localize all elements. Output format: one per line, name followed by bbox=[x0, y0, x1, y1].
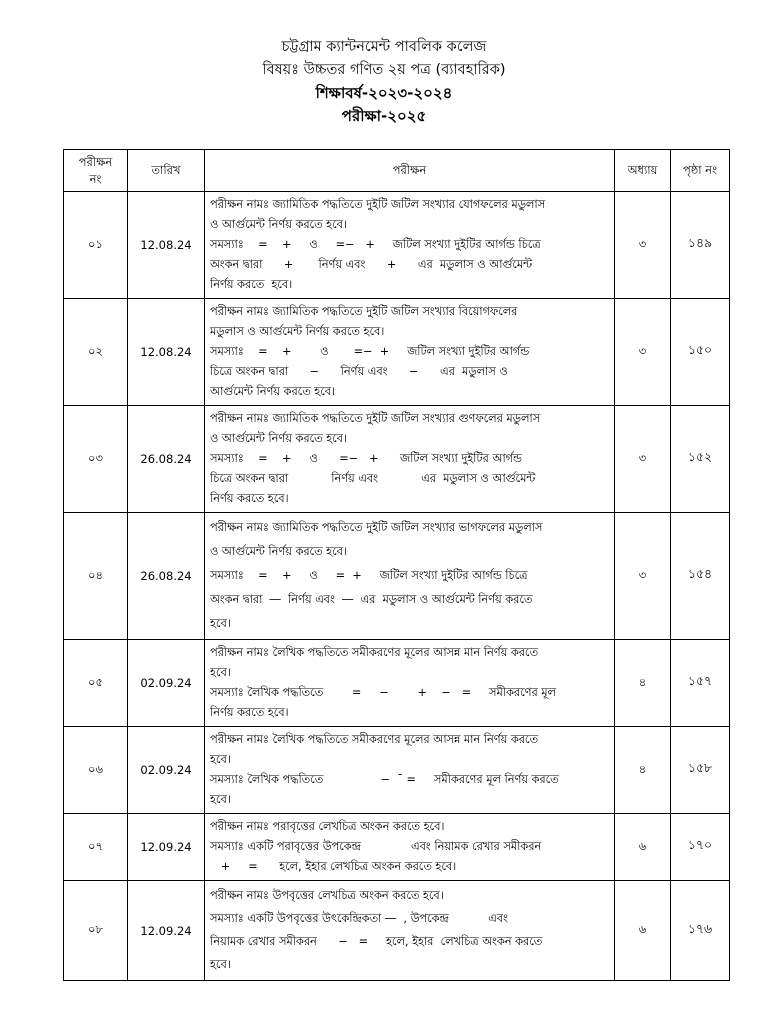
row-page: ১৫০ bbox=[671, 299, 730, 406]
row-chapter: ৬ bbox=[615, 881, 671, 981]
row-no: ০৮ bbox=[64, 881, 128, 981]
experiment-line: সমস্যাঃ = + ও = + জটিল সংখ্যা দুইটির আর্গন্ড চিত্রে bbox=[210, 569, 528, 582]
experiment-line: সমস্যাঃ = + ও =− + জটিল সংখ্যা দুইটির আর্গন্ড bbox=[210, 452, 522, 465]
col-header-page: পৃষ্ঠা নং bbox=[671, 150, 730, 192]
experiment-line: নির্ণয় করতে হবে। bbox=[210, 492, 289, 505]
row-page: ১৫৮ bbox=[671, 727, 730, 814]
table-row bbox=[64, 406, 730, 513]
table-row bbox=[64, 299, 730, 406]
row-chapter: ৩ bbox=[615, 192, 671, 299]
row-date: 26.08.24 bbox=[128, 513, 205, 640]
row-chapter: ৬ bbox=[615, 814, 671, 881]
experiment-line: পরীক্ষন নামঃ জ্যামিতিক পদ্ধতিতে দুইটি জটিল সংখ্যার গুণফলের মডুলাস bbox=[210, 412, 541, 425]
table-row bbox=[64, 814, 730, 881]
row-no: ০২ bbox=[64, 299, 128, 406]
experiment-line: হবে। bbox=[210, 753, 231, 766]
col-header-experiment: পরীক্ষন bbox=[205, 150, 615, 192]
experiment-line: ও আর্গুমেন্ট নির্ণয় করতে হবে। bbox=[210, 432, 347, 445]
session-line: শিক্ষাবর্ষ-২০২৩-২০২৪ bbox=[315, 84, 453, 102]
experiment-line: ও আর্গুমেন্ট নির্ণয় করতে হবে। bbox=[210, 545, 347, 558]
row-date: 26.08.24 bbox=[128, 406, 205, 513]
experiment-line: সমস্যাঃ = + ও =− + জটিল সংখ্যা দুইটির আর্গন্ড bbox=[210, 345, 530, 358]
table-row bbox=[64, 881, 730, 981]
row-chapter: ৪ bbox=[615, 640, 671, 727]
experiment-line: নির্ণয় করতে হবে। bbox=[210, 706, 289, 719]
experiment-line: সমস্যাঃ = + ও =− + জটিল সংখ্যা দুইটির আর্গন্ড চিত্রে bbox=[210, 238, 541, 251]
row-date: 12.08.24 bbox=[128, 192, 205, 299]
row-page: ১৫৭ bbox=[671, 640, 730, 727]
row-chapter: ৩ bbox=[615, 513, 671, 640]
row-no: ০৭ bbox=[64, 814, 128, 881]
experiment-line: পরীক্ষন নামঃ উপবৃত্তের লেখচিত্র অংকন করতে হবে। bbox=[210, 889, 444, 902]
experiment-line: চিত্রে অংকন দ্বারা নির্ণয় এবং এর মডুলাস ও আর্গুমেন্ট bbox=[210, 472, 536, 485]
experiment-line: পরীক্ষন নামঃ জ্যামিতিক পদ্ধতিতে দুইটি জটিল সংখ্যার ভাগফলের মডুলাস bbox=[210, 521, 543, 534]
experiment-line: হবে। bbox=[210, 958, 231, 971]
experiment-line: হবে। bbox=[210, 666, 231, 679]
subject-line: বিষয়ঃ উচ্চতর গণিত ২য় পত্র (ব্যাবহারিক) bbox=[262, 62, 506, 78]
row-no: ০১ bbox=[64, 192, 128, 299]
table-row bbox=[64, 513, 730, 640]
row-experiment bbox=[205, 513, 615, 640]
row-experiment bbox=[205, 727, 615, 814]
experiment-line: সমস্যাঃ লৈখিক পদ্ধতিতে = − + − = সমীকরণের মূল bbox=[210, 686, 556, 699]
experiment-line: নির্ণয় করতে হবে। bbox=[210, 278, 293, 291]
row-page: ১৭০ bbox=[671, 814, 730, 881]
experiment-line: পরীক্ষন নামঃ লৈখিক পদ্ধতিতে সমীকরণের মূলের আসন্ন মান নির্ণয় করতে bbox=[210, 646, 538, 659]
experiment-line: অংকন দ্বারা ― নির্ণয় এবং ― এর মডুলাস ও আর্গুমেন্ট নির্ণয় করতে bbox=[210, 593, 533, 606]
experiment-line: হবে। bbox=[210, 793, 231, 806]
experiment-line: ও আর্গুমেন্ট নির্ণয় করতে হবে। bbox=[210, 218, 347, 231]
col-header-date: তারিখ bbox=[128, 150, 205, 192]
row-experiment bbox=[205, 406, 615, 513]
row-page: ১৪৯ bbox=[671, 192, 730, 299]
row-chapter: ৩ bbox=[615, 406, 671, 513]
experiment-line: পরীক্ষন নামঃ জ্যামিতিক পদ্ধতিতে দুইটি জটিল সংখ্যার যোগফলের মডুলাস bbox=[210, 198, 546, 211]
table-row bbox=[64, 192, 730, 299]
experiment-line: চিত্রে অংকন দ্বারা − নির্ণয় এবং − এর মডুলাস ও bbox=[210, 365, 508, 378]
row-date: 12.09.24 bbox=[128, 814, 205, 881]
row-experiment bbox=[205, 640, 615, 727]
row-date: 02.09.24 bbox=[128, 727, 205, 814]
col-header-no-line1: পরীক্ষন bbox=[78, 154, 113, 169]
table-row bbox=[64, 727, 730, 814]
col-header-no bbox=[64, 150, 128, 192]
col-header-chapter: অধ্যায় bbox=[615, 150, 671, 192]
experiment-line: আর্গুমেন্ট নির্ণয় করতে হবে। bbox=[210, 385, 336, 398]
experiment-line: সমস্যাঃ লৈখিক পদ্ধতিতে − ¯ = সমীকরণের মূল নির্ণয় করতে bbox=[210, 773, 559, 786]
row-date: 02.09.24 bbox=[128, 640, 205, 727]
row-experiment bbox=[205, 299, 615, 406]
document-header bbox=[0, 36, 768, 128]
experiment-line: অংকন দ্বারা + নির্ণয় এবং + এর মডুলাস ও আর্গুমেন্ট bbox=[210, 258, 532, 271]
row-date: 12.09.24 bbox=[128, 881, 205, 981]
row-experiment bbox=[205, 881, 615, 981]
experiment-line: পরীক্ষন নামঃ লৈখিক পদ্ধতিতে সমীকরণের মূলের আসন্ন মান নির্ণয় করতে bbox=[210, 733, 538, 746]
row-chapter: ৩ bbox=[615, 299, 671, 406]
row-no: ০৩ bbox=[64, 406, 128, 513]
exam-line: পরীক্ষা-২০২৫ bbox=[341, 107, 427, 125]
row-page: ১৭৬ bbox=[671, 881, 730, 981]
row-page: ১৫২ bbox=[671, 406, 730, 513]
row-date: 12.08.24 bbox=[128, 299, 205, 406]
row-no: ০৪ bbox=[64, 513, 128, 640]
experiment-line: পরীক্ষন নামঃ জ্যামিতিক পদ্ধতিতে দুইটি জটিল সংখ্যার বিয়োগফলের bbox=[210, 305, 518, 318]
experiment-table bbox=[63, 149, 730, 981]
row-experiment bbox=[205, 814, 615, 881]
experiment-line: হবে। bbox=[210, 617, 231, 630]
experiment-line: পরীক্ষন নামঃ পরাবৃত্তের লেখচিত্র অংকন করতে হবে। bbox=[210, 820, 445, 833]
row-experiment bbox=[205, 192, 615, 299]
table-header-row bbox=[64, 150, 730, 192]
experiment-line: সমস্যাঃ একটি পরাবৃত্তের উপকেন্দ্র এবং নিয়ামক রেখার সমীকরন bbox=[210, 840, 542, 853]
row-page: ১৫৪ bbox=[671, 513, 730, 640]
table-row bbox=[64, 640, 730, 727]
experiment-line: + = হলে, ইহার লেখচিত্র অংকন করতে হবে। bbox=[210, 860, 457, 873]
experiment-line: নিয়ামক রেখার সমীকরন − = হলে, ইহার লেখচিত্র অংকন করতে bbox=[210, 935, 543, 948]
row-no: ০৬ bbox=[64, 727, 128, 814]
college-name: চট্টগ্রাম ক্যান্টনমেন্ট পাবলিক কলেজ bbox=[281, 39, 487, 55]
row-chapter: ৪ bbox=[615, 727, 671, 814]
experiment-line: মডুলাস ও আর্গুমেন্ট নির্ণয় করতে হবে। bbox=[210, 325, 385, 338]
row-no: ০৫ bbox=[64, 640, 128, 727]
col-header-no-line2: নং bbox=[89, 171, 102, 186]
experiment-line: সমস্যাঃ একটি উপবৃত্তের উৎকেন্দ্রিকতা ― , উপকেন্দ্র এবং bbox=[210, 912, 508, 925]
